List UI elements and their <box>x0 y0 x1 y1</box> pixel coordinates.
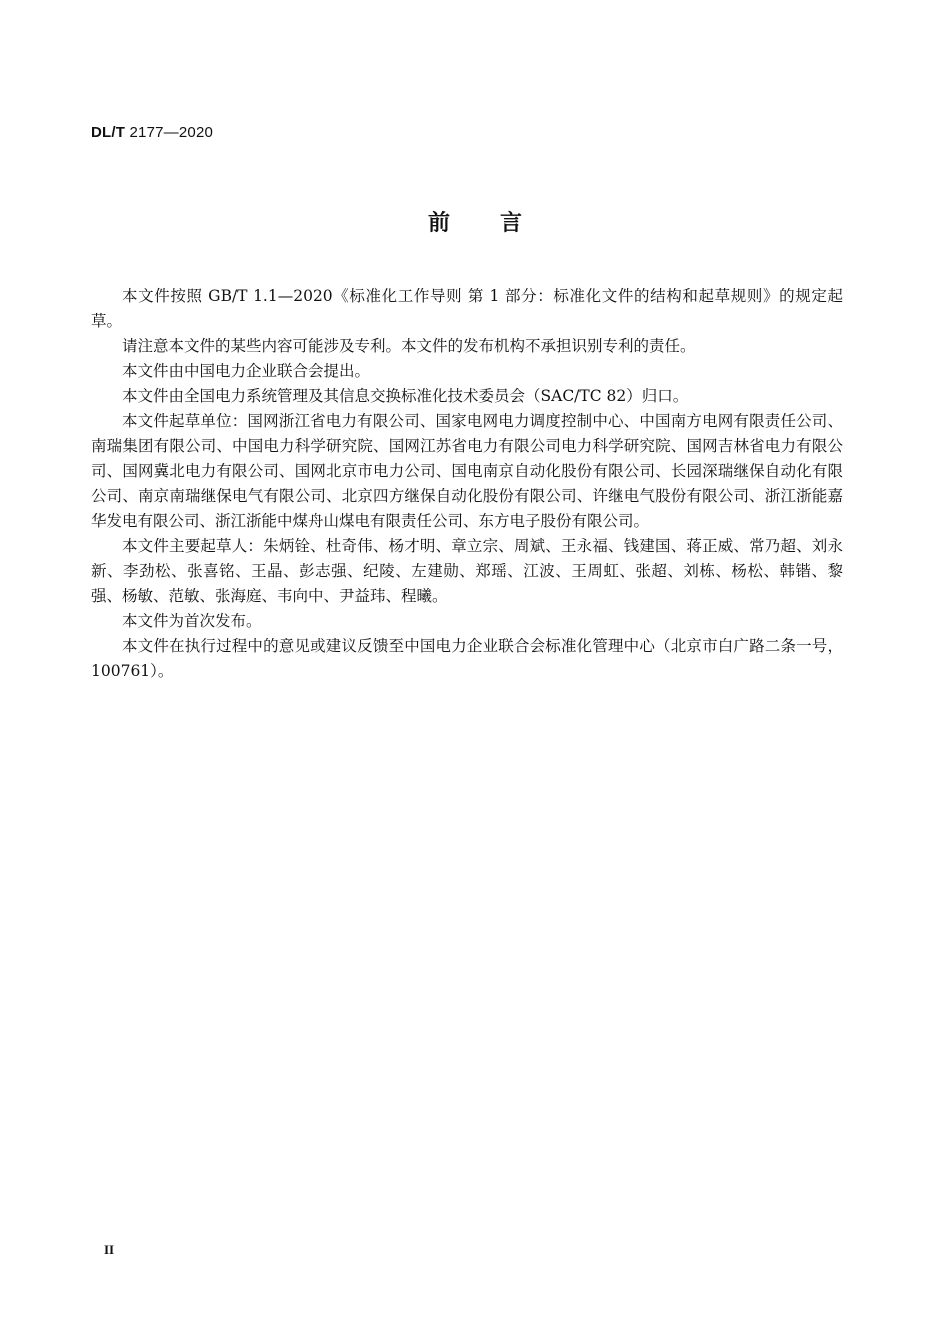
paragraph-drafting-units: 本文件起草单位：国网浙江省电力有限公司、国家电网电力调度控制中心、中国南方电网有限责任公司、南瑞集团有限公司、中国电力科学研究院、国网江苏省电力有限公司电力科学研究院、国网吉林省电力有限公司、国网冀北电力有限公司、国网北京市电力公司、国电南京自动化股份有限公司、长园深瑞继保自动化有限公司、南京南瑞继保电气有限公司、北京四方继保自动化股份有限公司、许继电气股份有限公司、浙江浙能嘉华发电有限公司、浙江浙能中煤舟山煤电有限责任公司、东方电子股份有限公司。 <box>91 412 843 530</box>
paragraph-drafters: 本文件主要起草人：朱炳铨、杜奇伟、杨才明、章立宗、周斌、王永福、钱建国、蒋正威、常乃超、刘永新、李劲松、张喜铭、王晶、彭志强、纪陵、左建勋、郑瑶、江波、王周虹、张超、刘栋、杨松、韩锴、黎强、杨敏、范敏、张海庭、韦向中、尹益玮、程曦。 <box>91 537 843 605</box>
document-code-prefix: DL/T <box>91 124 126 141</box>
document-code <box>91 124 213 141</box>
paragraph-drafting-rules: 本文件按照 GB/T 1.1—2020《标准化工作导则 第 1 部分：标准化文件的结构和起草规则》的规定起草。 <box>91 287 843 330</box>
paragraph-patent-notice: 请注意本文件的某些内容可能涉及专利。本文件的发布机构不承担识别专利的责任。 <box>122 337 696 355</box>
paragraph-committee: 本文件由全国电力系统管理及其信息交换标准化技术委员会（SAC/TC 82）归口。 <box>122 387 689 405</box>
paragraph-feedback: 本文件在执行过程中的意见或建议反馈至中国电力企业联合会标准化管理中心（北京市白广路二条一号，100761）。 <box>91 637 843 680</box>
page-title: 前言 <box>427 211 572 236</box>
document-code-number: 2177—2020 <box>129 124 214 141</box>
paragraph-proposer: 本文件由中国电力企业联合会提出。 <box>122 362 371 380</box>
page-number: II <box>104 1242 115 1257</box>
paragraph-first-release: 本文件为首次发布。 <box>122 612 262 630</box>
foreword-body <box>91 284 843 684</box>
